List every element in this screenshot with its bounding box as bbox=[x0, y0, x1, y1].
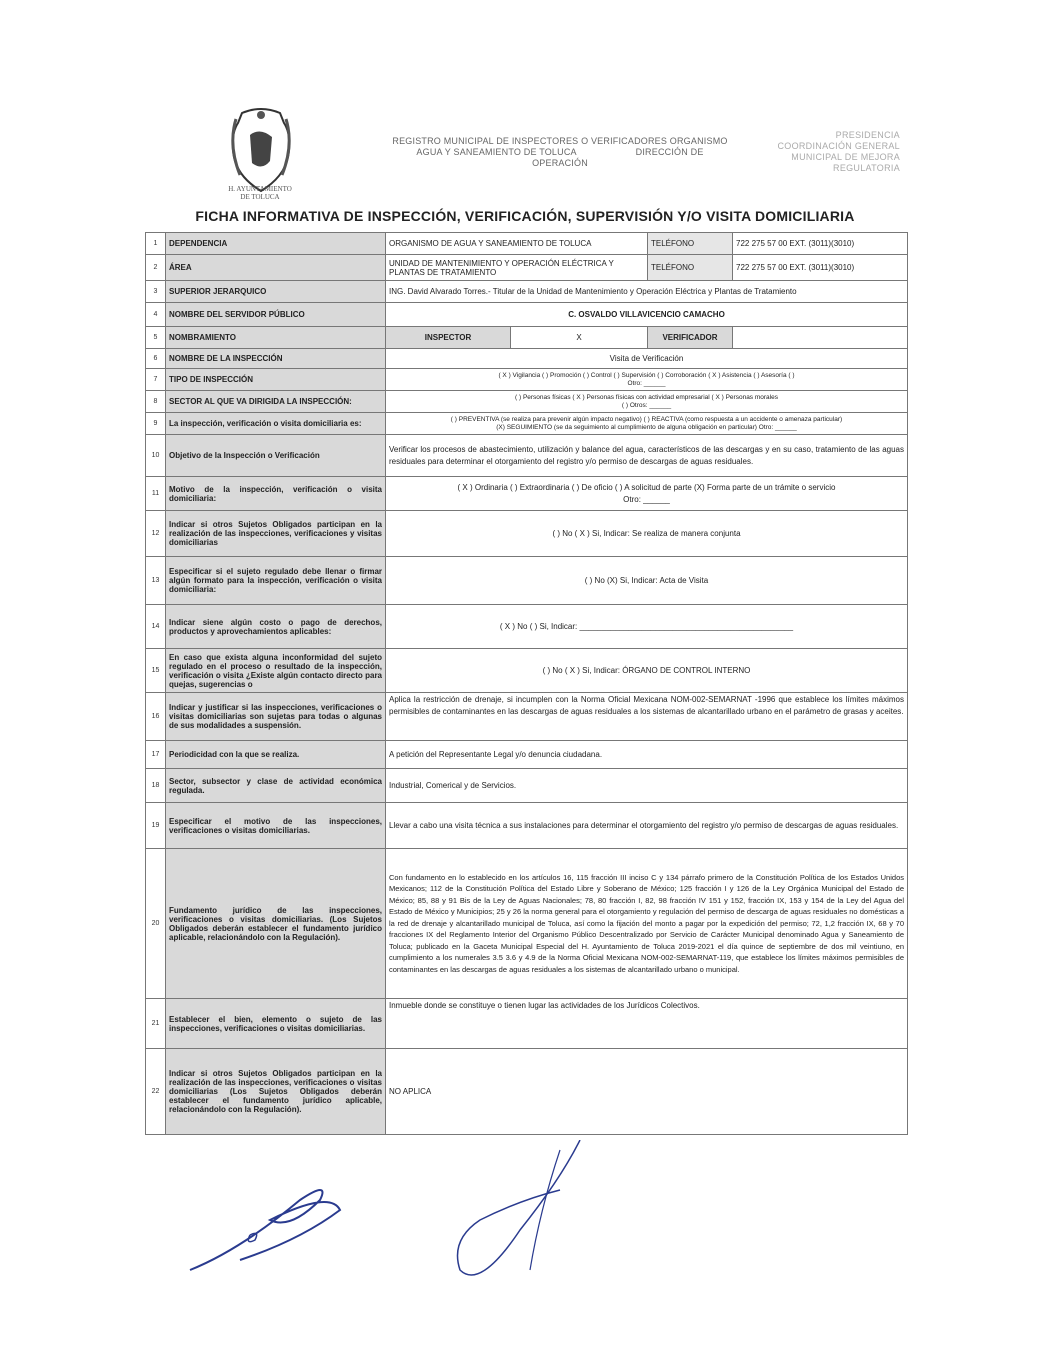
table-row bbox=[146, 281, 908, 303]
nombramiento-mark: X bbox=[511, 327, 648, 349]
registry-heading-line: OPERACIÓN bbox=[532, 158, 588, 168]
row-number: 10 bbox=[146, 435, 166, 477]
table-row bbox=[146, 999, 908, 1049]
row-number: 4 bbox=[146, 303, 166, 327]
row-label: ÁREA bbox=[166, 255, 386, 281]
row-number: 11 bbox=[146, 477, 166, 511]
table-row bbox=[146, 693, 908, 741]
row-number: 6 bbox=[146, 349, 166, 369]
registry-heading bbox=[380, 136, 740, 169]
row-value: A petición del Representante Legal y/o denuncia ciudadana. bbox=[386, 741, 908, 769]
table-row bbox=[146, 233, 908, 255]
row-label: Indicar si otros Sujetos Obligados participan en la realización de las inspecciones, verificaciones y visitas domiciliarias bbox=[166, 511, 386, 557]
row-value-line: ( ) Otros: ______ bbox=[621, 401, 672, 409]
row-label: Periodicidad con la que se realiza. bbox=[166, 741, 386, 769]
row-label: Sector, subsector y clase de actividad económica regulada. bbox=[166, 769, 386, 803]
table-row bbox=[146, 391, 908, 413]
table-row bbox=[146, 511, 908, 557]
table-row bbox=[146, 303, 908, 327]
row-label: Establecer el bien, elemento o sujeto de las inspecciones, verificaciones o visitas domiciliarias. bbox=[166, 999, 386, 1049]
verificador-label: VERIFICADOR bbox=[648, 327, 733, 349]
row-value bbox=[386, 413, 908, 435]
row-label: La inspección, verificación o visita domiciliaria es: bbox=[166, 413, 386, 435]
row-number: 7 bbox=[146, 369, 166, 391]
row-value-line: (X) SEGUIMIENTO (se da seguimiento al cumplimiento de alguna obligación en particular) Otro: ______ bbox=[496, 423, 797, 431]
row-number: 15 bbox=[146, 649, 166, 693]
table-row bbox=[146, 557, 908, 605]
row-value: ( ) No ( X ) Si, Indicar: ÓRGANO DE CONTROL INTERNO bbox=[386, 649, 908, 693]
row-label: Motivo de la inspección, verificación o visita domiciliaria: bbox=[166, 477, 386, 511]
crest-caption-line: DE TOLUCA bbox=[240, 193, 280, 201]
row-value: Llevar a cabo una visita técnica a sus instalaciones para determinar el otorgamiento del registro y/o permiso de descargas de aguas residuales. bbox=[386, 803, 908, 849]
row-number: 17 bbox=[146, 741, 166, 769]
row-label: SUPERIOR JERARQUICO bbox=[166, 281, 386, 303]
row-value-line: ( X ) Vigilancia ( ) Promoción ( ) Control ( ) Supervisión ( ) Corroboración ( X ) Asistencia ( ) Asesoría ( ) bbox=[498, 371, 795, 379]
phone-label: TELÉFONO bbox=[648, 255, 733, 281]
row-number: 12 bbox=[146, 511, 166, 557]
row-value: Verificar los procesos de abastecimiento, utilización y balance del agua, característicos de las descargas y en su caso, tratamiento de las aguas residuales para determinar el otorgamiento del registro y/o permiso de descargas de aguas residuales. bbox=[386, 435, 908, 477]
row-number: 22 bbox=[146, 1049, 166, 1135]
row-number: 5 bbox=[146, 327, 166, 349]
row-number: 3 bbox=[146, 281, 166, 303]
row-number: 16 bbox=[146, 693, 166, 741]
handwritten-signatures bbox=[180, 1140, 630, 1300]
row-number: 13 bbox=[146, 557, 166, 605]
row-label: Especificar si el sujeto regulado debe llenar o firmar algún formato para la inspección, verificación o visita domiciliaria: bbox=[166, 557, 386, 605]
phone-number: 722 275 57 00 EXT. (3011)(3010) bbox=[733, 255, 908, 281]
coordination-heading bbox=[760, 130, 900, 174]
row-label: NOMBRAMIENTO bbox=[166, 327, 386, 349]
row-label: NOMBRE DEL SERVIDOR PÚBLICO bbox=[166, 303, 386, 327]
row-value-line: Otro: ______ bbox=[623, 494, 670, 504]
row-value bbox=[386, 477, 908, 511]
row-number: 8 bbox=[146, 391, 166, 413]
row-label: NOMBRE DE LA INSPECCIÓN bbox=[166, 349, 386, 369]
row-value: Inmueble donde se constituye o tienen lugar las actividades de los Jurídicos Colectivos. bbox=[386, 999, 908, 1049]
row-value: UNIDAD DE MANTENIMIENTO Y OPERACIÓN ELÉCTRICA Y PLANTAS DE TRATAMIENTO bbox=[386, 255, 648, 281]
crest-caption bbox=[215, 185, 305, 201]
table-row bbox=[146, 369, 908, 391]
table-row bbox=[146, 327, 908, 349]
table-row bbox=[146, 605, 908, 649]
row-value: ING. David Alvarado Torres.- Titular de la Unidad de Mantenimiento y Operación Eléctrica y Plantas de Tratamiento bbox=[386, 281, 908, 303]
coordination-heading-line: COORDINACIÓN GENERAL bbox=[777, 141, 900, 151]
row-value: Con fundamento en lo establecido en los artículos 16, 115 fracción III inciso C y 134 párrafo primero de la Constitución Política de los Estados Unidos Mexicanos; 112 de la Constitución Política del Estado Libre y Soberano de México; 125 fracción I y 126 de la Ley Orgánica Municipal del Estado de México; 85, 88 y 91 Bis de la Ley de Aguas Nacionales; 78, 80 fracción I, 82, 98 fracción IV 151 y 152, fracción IX, 153 y 154 de la Ley del Agua del Estado de México y Municipios; 25 y 26 la norma general para el otorgamiento y regulación del permiso de descarga de aguas residuales no domésticas a la red de drenaje y alcantarillado municipal de Toluca, así como la fijación del monto a pagar por la expedición del permiso; 72, 1,2 fracción IX, 68 y 70 fracciones IX del Reglamento Interior del Organismo Público Descentralizado por Servicio de Carácter Municipal denominado Agua y Saneamiento de Toluca; publicado en la Gaceta Municipal Especial del H. Ayuntamiento de Toluca 2019-2021 el día quince de septiembre de dos mil veintiuno, en cumplimiento a los numerales 3.5 3.6 y 4.9 de la Norma Oficial Mexicana NOM-002-SEMARNAT-119, que establece los límites máximos permisibles de contaminantes en las descargas de aguas residuales a los sistemas de alcantarillado urbano o municipal. bbox=[386, 849, 908, 999]
table-row bbox=[146, 649, 908, 693]
coordination-heading-line: PRESIDENCIA bbox=[835, 130, 900, 140]
registry-heading-line: REGISTRO MUNICIPAL DE INSPECTORES O VERIFICADORES ORGANISMO bbox=[392, 136, 728, 146]
row-value-line: ( ) PREVENTIVA (se realiza para prevenir algún impacto negativo) ( ) REACTIVA (como respuesta a un accidente o amenaza particular) bbox=[450, 415, 843, 423]
row-value-line: ( ) Personas físicas ( X ) Personas físicas con actividad empresarial ( X ) Personas morales bbox=[515, 393, 778, 401]
row-number: 19 bbox=[146, 803, 166, 849]
table-row bbox=[146, 255, 908, 281]
row-label: DEPENDENCIA bbox=[166, 233, 386, 255]
row-label: Especificar el motivo de las inspecciones, verificaciones o visitas domiciliarias. bbox=[166, 803, 386, 849]
coordination-heading-line: MUNICIPAL DE MEJORA bbox=[791, 152, 900, 162]
row-value: ( ) No ( X ) Si, Indicar: Se realiza de manera conjunta bbox=[386, 511, 908, 557]
row-label: Objetivo de la Inspección o Verificación bbox=[166, 435, 386, 477]
row-value: ( X ) No ( ) Si, Indicar: ________________________________________________ bbox=[386, 605, 908, 649]
table-row bbox=[146, 1049, 908, 1135]
row-number: 20 bbox=[146, 849, 166, 999]
row-value: ( ) No (X) Si, Indicar: Acta de Visita bbox=[386, 557, 908, 605]
row-value: Visita de Verificación bbox=[386, 349, 908, 369]
row-number: 18 bbox=[146, 769, 166, 803]
table-row bbox=[146, 413, 908, 435]
row-label: Fundamento jurídico de las inspecciones, verificaciones o visitas domiciliarias. (Los Sujetos Obligados deberán establecer el fundamento jurídico aplicable, relacionándolo con la Regulación). bbox=[166, 849, 386, 999]
row-label: Indicar si otros Sujetos Obligados participan en la realización de las inspecciones, verificaciones o visitas domiciliarias (Los Sujetos Obligados deberán establecer el fundamento jurídico aplicable, relacionándolo con la Regulación). bbox=[166, 1049, 386, 1135]
row-label: Indicar y justificar si las inspecciones, verificaciones o visitas domiciliarias son sujetas para todas o algunas de sus modalidades a suspensión. bbox=[166, 693, 386, 741]
row-number: 2 bbox=[146, 255, 166, 281]
table-row bbox=[146, 477, 908, 511]
row-value: C. OSVALDO VILLAVICENCIO CAMACHO bbox=[386, 303, 908, 327]
row-value bbox=[386, 391, 908, 413]
table-row bbox=[146, 741, 908, 769]
phone-number: 722 275 57 00 EXT. (3011)(3010) bbox=[733, 233, 908, 255]
inspector-label: INSPECTOR bbox=[386, 327, 511, 349]
registry-heading-line: AGUA Y SANEAMIENTO DE TOLUCA DIRECCIÓN DE bbox=[416, 147, 704, 157]
inspection-form-table bbox=[145, 232, 908, 1135]
row-number: 14 bbox=[146, 605, 166, 649]
row-value bbox=[386, 369, 908, 391]
row-label: En caso que exista alguna inconformidad del sujeto regulado en el proceso o resultado de la inspección, verificación o visita ¿Existe algún contacto directo para quejas, sugerencias o bbox=[166, 649, 386, 693]
row-label: TIPO DE INSPECCIÓN bbox=[166, 369, 386, 391]
row-label: Indicar siene algún costo o pago de derechos, productos y aprovechamientos aplicables: bbox=[166, 605, 386, 649]
coordination-heading-line: REGULATORIA bbox=[833, 163, 900, 173]
document-header bbox=[0, 0, 1055, 230]
empty-cell bbox=[733, 327, 908, 349]
row-label: SECTOR AL QUE VA DIRIGIDA LA INSPECCIÓN: bbox=[166, 391, 386, 413]
row-number: 9 bbox=[146, 413, 166, 435]
row-value: Aplica la restricción de drenaje, si incumplen con la Norma Oficial Mexicana NOM-002-SEMARNAT -1996 que establece los límites máximos permisibles de contaminantes en las descargas de aguas residuales a los sistemas de alcantarillado urbano en el parámetro de grasas y aceites. bbox=[386, 693, 908, 741]
row-number: 21 bbox=[146, 999, 166, 1049]
table-row bbox=[146, 435, 908, 477]
table-row bbox=[146, 349, 908, 369]
row-value-line: Otro: ______ bbox=[627, 379, 666, 387]
row-number: 1 bbox=[146, 233, 166, 255]
row-value: ORGANISMO DE AGUA Y SANEAMIENTO DE TOLUCA bbox=[386, 233, 648, 255]
table-row bbox=[146, 849, 908, 999]
table-row bbox=[146, 803, 908, 849]
crest-caption-line: H. AYUNTAMIENTO bbox=[228, 185, 292, 193]
row-value: NO APLICA bbox=[386, 1049, 908, 1135]
form-title: FICHA INFORMATIVA DE INSPECCIÓN, VERIFICACIÓN, SUPERVISIÓN Y/O VISITA DOMICILIARIA bbox=[195, 208, 855, 224]
row-value: Industrial, Comerical y de Servicios. bbox=[386, 769, 908, 803]
table-row bbox=[146, 769, 908, 803]
row-value-line: ( X ) Ordinaria ( ) Extraordinaria ( ) De oficio ( ) A solicitud de parte (X) Forma parte de un trámite o servicio bbox=[457, 482, 836, 492]
phone-label: TELÉFONO bbox=[648, 233, 733, 255]
